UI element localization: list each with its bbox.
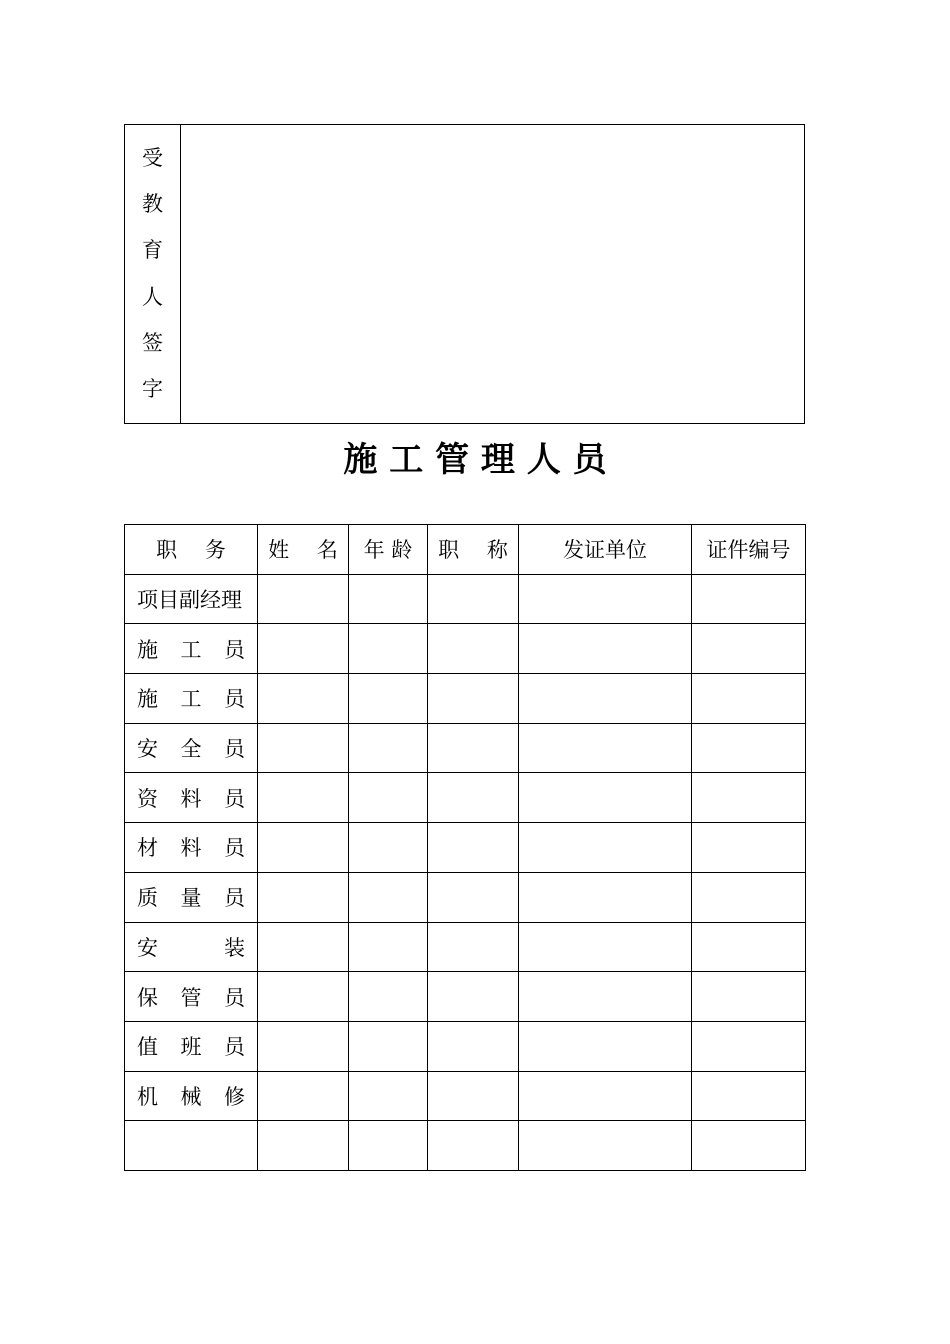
issuing-unit-cell[interactable]	[519, 574, 692, 624]
position-text: 量	[180, 886, 202, 911]
position-cell	[125, 574, 258, 624]
position-text: 班	[180, 1035, 202, 1060]
position-text: 员	[224, 786, 245, 811]
title-cell[interactable]	[428, 922, 519, 972]
certificate-number-cell[interactable]	[692, 1071, 806, 1121]
position-text: 料	[180, 786, 202, 811]
position-cell	[125, 922, 258, 972]
certificate-number-cell[interactable]	[692, 823, 806, 873]
name-cell[interactable]	[258, 773, 349, 823]
position-cell	[125, 823, 258, 873]
issuing-unit-cell[interactable]	[519, 723, 692, 773]
position-text: 装	[224, 935, 245, 960]
name-cell[interactable]	[258, 1121, 349, 1171]
certificate-number-cell[interactable]	[692, 922, 806, 972]
certificate-number-cell[interactable]	[692, 723, 806, 773]
header-title: 职 称	[428, 525, 519, 575]
position-text: 工	[180, 687, 202, 712]
education-signature-box	[124, 124, 805, 424]
title-cell[interactable]	[428, 1021, 519, 1071]
certificate-number-cell[interactable]	[692, 624, 806, 674]
position-cell	[125, 624, 258, 674]
issuing-unit-cell[interactable]	[519, 773, 692, 823]
table-header-row	[125, 525, 806, 575]
position-cell	[125, 1071, 258, 1121]
title-cell[interactable]	[428, 972, 519, 1022]
age-cell[interactable]	[349, 872, 428, 922]
position-cell	[125, 674, 258, 724]
signature-label	[125, 125, 181, 423]
position-text: 员	[224, 985, 245, 1010]
position-text: 质	[137, 886, 158, 911]
title-cell[interactable]	[428, 723, 519, 773]
name-cell[interactable]	[258, 972, 349, 1022]
title-cell[interactable]	[428, 574, 519, 624]
table-row	[125, 773, 806, 823]
title-cell[interactable]	[428, 823, 519, 873]
position-text: 工	[180, 637, 202, 662]
certificate-number-cell[interactable]	[692, 574, 806, 624]
position-text: 项目副经理	[137, 588, 242, 613]
certificate-number-cell[interactable]	[692, 773, 806, 823]
position-text: 械	[180, 1084, 202, 1109]
position-cell	[125, 723, 258, 773]
position-text: 员	[224, 637, 245, 662]
header-certificate-number: 证件编号	[692, 525, 806, 575]
position-text: 安	[137, 737, 158, 762]
name-cell[interactable]	[258, 922, 349, 972]
table-row	[125, 674, 806, 724]
name-cell[interactable]	[258, 872, 349, 922]
issuing-unit-cell[interactable]	[519, 922, 692, 972]
position-text: 施	[137, 687, 158, 712]
position-text: 员	[224, 1035, 245, 1060]
age-cell[interactable]	[349, 1071, 428, 1121]
table-row	[125, 972, 806, 1022]
table-row	[125, 574, 806, 624]
title-cell[interactable]	[428, 624, 519, 674]
age-cell[interactable]	[349, 922, 428, 972]
title-cell[interactable]	[428, 1071, 519, 1121]
table-row	[125, 723, 806, 773]
certificate-number-cell[interactable]	[692, 1021, 806, 1071]
position-text: 安	[137, 935, 158, 960]
issuing-unit-cell[interactable]	[519, 1021, 692, 1071]
position-text: 值	[137, 1035, 158, 1060]
age-cell[interactable]	[349, 773, 428, 823]
construction-staff-table	[124, 524, 806, 1171]
table-row	[125, 872, 806, 922]
issuing-unit-cell[interactable]	[519, 1071, 692, 1121]
signature-label-char: 受	[142, 145, 163, 170]
position-cell	[125, 872, 258, 922]
header-name: 姓 名	[258, 525, 349, 575]
name-cell[interactable]	[258, 1071, 349, 1121]
position-text: 全	[180, 737, 202, 762]
table-row	[125, 1121, 806, 1171]
signature-label-char: 人	[142, 284, 163, 309]
position-text: 保	[137, 985, 158, 1010]
position-cell	[125, 1021, 258, 1071]
name-cell[interactable]	[258, 723, 349, 773]
position-text: 资	[137, 786, 158, 811]
signature-label-char: 字	[142, 377, 163, 402]
position-text: 材	[137, 836, 158, 861]
issuing-unit-cell[interactable]	[519, 823, 692, 873]
signature-area[interactable]	[181, 125, 804, 423]
signature-label-char: 签	[142, 330, 163, 355]
position-text: 员	[224, 737, 245, 762]
issuing-unit-cell[interactable]	[519, 872, 692, 922]
issuing-unit-cell[interactable]	[519, 972, 692, 1022]
age-cell[interactable]	[349, 1121, 428, 1171]
age-cell[interactable]	[349, 972, 428, 1022]
position-text: 机	[137, 1084, 158, 1109]
position-text: 施	[137, 637, 158, 662]
header-position: 职 务	[125, 525, 258, 575]
issuing-unit-cell[interactable]	[519, 624, 692, 674]
title-cell[interactable]	[428, 1121, 519, 1171]
age-cell[interactable]	[349, 723, 428, 773]
position-cell	[125, 1121, 258, 1171]
age-cell[interactable]	[349, 674, 428, 724]
age-cell[interactable]	[349, 1021, 428, 1071]
table-row	[125, 1021, 806, 1071]
position-cell	[125, 972, 258, 1022]
position-text: 料	[180, 836, 202, 861]
title-cell[interactable]	[428, 773, 519, 823]
position-text: 管	[180, 985, 202, 1010]
name-cell[interactable]	[258, 574, 349, 624]
header-age: 年 龄	[349, 525, 428, 575]
title-cell[interactable]	[428, 872, 519, 922]
issuing-unit-cell[interactable]	[519, 1121, 692, 1171]
issuing-unit-cell[interactable]	[519, 674, 692, 724]
position-text: 员	[224, 687, 245, 712]
name-cell[interactable]	[258, 624, 349, 674]
signature-label-char: 育	[142, 238, 163, 263]
page-title: 施 工 管 理 人 员	[343, 440, 607, 480]
position-text: 修	[224, 1084, 245, 1109]
table-row	[125, 823, 806, 873]
age-cell[interactable]	[349, 574, 428, 624]
header-issuing-unit: 发证单位	[519, 525, 692, 575]
title-cell[interactable]	[428, 674, 519, 724]
certificate-number-cell[interactable]	[692, 972, 806, 1022]
certificate-number-cell[interactable]	[692, 674, 806, 724]
position-text: 员	[224, 836, 245, 861]
name-cell[interactable]	[258, 674, 349, 724]
table-row	[125, 922, 806, 972]
table-row	[125, 1071, 806, 1121]
position-text: 员	[224, 886, 245, 911]
age-cell[interactable]	[349, 823, 428, 873]
certificate-number-cell[interactable]	[692, 872, 806, 922]
name-cell[interactable]	[258, 823, 349, 873]
position-cell	[125, 773, 258, 823]
signature-label-char: 教	[142, 191, 163, 216]
age-cell[interactable]	[349, 624, 428, 674]
table-row	[125, 624, 806, 674]
certificate-number-cell[interactable]	[692, 1121, 806, 1171]
name-cell[interactable]	[258, 1021, 349, 1071]
